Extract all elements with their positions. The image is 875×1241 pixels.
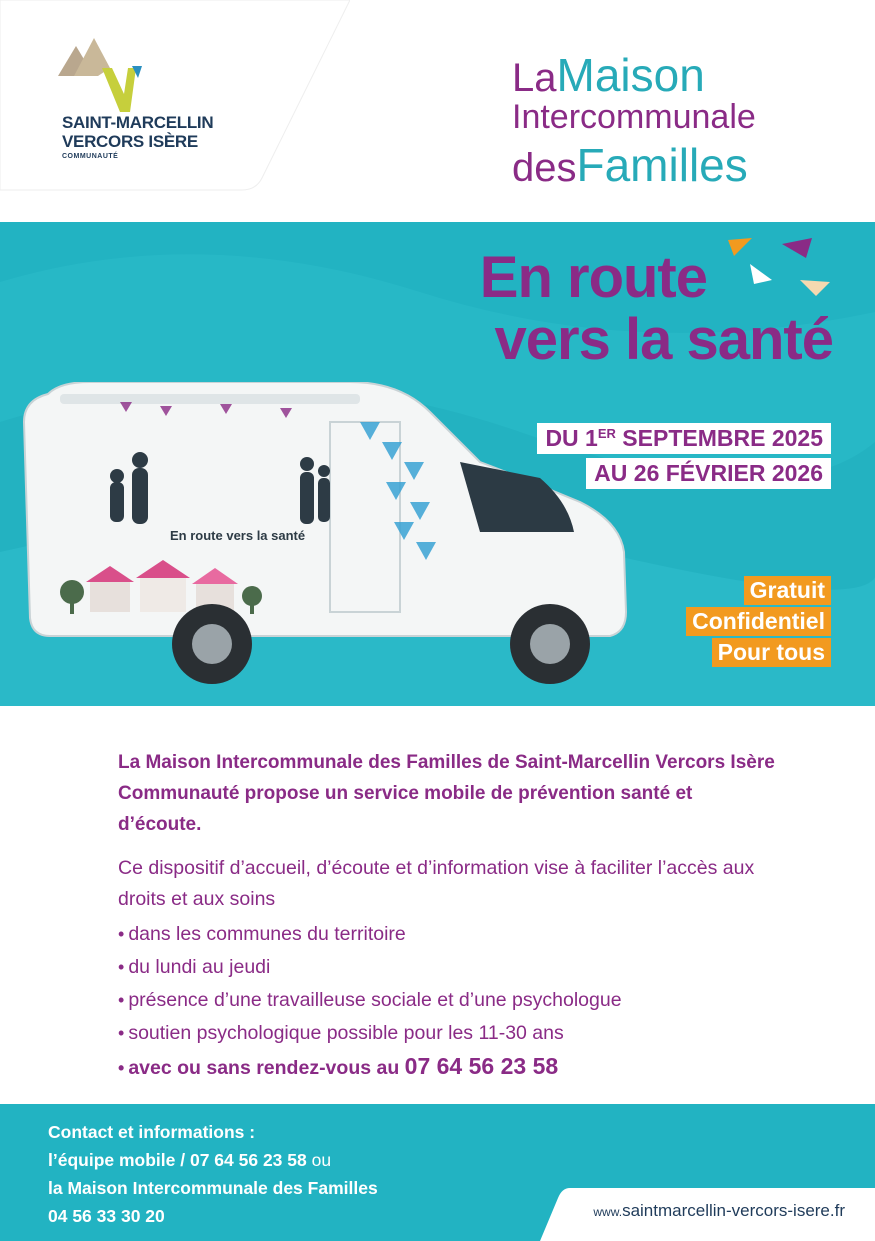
footer-maison-phone[interactable]: 04 56 33 30 20: [48, 1206, 165, 1226]
banner-title-line1: En route: [479, 245, 707, 310]
website-link[interactable]: www.saintmarcellin-vercors-isere.fr: [593, 1201, 845, 1220]
bullet-dot-icon: •: [118, 1058, 125, 1078]
list-item: • du lundi au jeudi: [118, 956, 271, 978]
logo-mountain-icon: [58, 38, 148, 114]
header: [0, 0, 875, 222]
footer-mobile-team: l’équipe mobile / 07 64 56 23 58 ou: [48, 1150, 332, 1170]
date-start-sup: ER: [597, 426, 616, 441]
list-item: • dans les communes du territoire: [118, 923, 406, 945]
bullet-dot-icon: •: [118, 924, 125, 944]
description-paragraph: Ce dispositif d’accueil, d’écoute et d’information vise à faciliter l’accès aux droits et aux soins: [118, 857, 755, 910]
tag-gratuit: Gratuit: [744, 576, 831, 605]
banner-title-line2: vers la santé: [494, 307, 833, 372]
banner: [0, 222, 875, 706]
footer-contact: [48, 1118, 378, 1230]
maison-title: [512, 49, 862, 191]
logo-panel-shape: [0, 0, 350, 192]
maison-maison: Maison: [556, 49, 705, 101]
footer-maison-name: la Maison Intercommunale des Familles: [48, 1178, 378, 1198]
date-start: [537, 423, 831, 454]
maison-la: La: [512, 56, 557, 100]
bullet-list: [118, 918, 778, 1085]
maison-intercommunale: Intercommunale: [512, 98, 756, 136]
bullet-dot-icon: •: [118, 1023, 125, 1043]
phone-number[interactable]: 07 64 56 23 58: [404, 1053, 559, 1079]
date-start-prefix: DU 1: [545, 425, 598, 451]
list-item: • présence d’une travailleuse sociale et d’une psychologue: [118, 989, 622, 1011]
footer-mobile-phone[interactable]: l’équipe mobile / 07 64 56 23 58: [48, 1150, 307, 1170]
tag-confidentiel: Confidentiel: [686, 607, 831, 636]
van-side-label: En route vers la santé: [170, 528, 306, 543]
tag-pour-tous: Pour tous: [712, 638, 831, 667]
date-start-suffix: SEPTEMBRE 2025: [615, 425, 823, 451]
date-end: AU 26 FÉVRIER 2026: [586, 458, 831, 489]
list-item-appointment: • avec ou sans rendez-vous au 07 64 56 23 58: [118, 1053, 559, 1079]
decorative-triangles-icon: [720, 234, 840, 304]
logo-text-line3: COMMUNAUTÉ: [62, 153, 119, 160]
logo-text-line1: SAINT-MARCELLIN: [62, 113, 214, 132]
logo-text-line2: VERCORS ISÈRE: [62, 132, 198, 151]
body-content: [118, 747, 778, 1085]
maison-des: des: [512, 146, 577, 190]
bullet-dot-icon: •: [118, 990, 125, 1010]
list-item: • soutien psychologique possible pour les 11-30 ans: [118, 1022, 564, 1044]
footer-contact-title: Contact et informations :: [48, 1122, 256, 1142]
bullet-dot-icon: •: [118, 957, 125, 977]
maison-familles: Familles: [576, 139, 748, 191]
intro-paragraph: La Maison Intercommunale des Familles de Saint-Marcellin Vercors Isère Communauté propose un service mobile de prévention santé et d’écoute.: [118, 752, 775, 835]
